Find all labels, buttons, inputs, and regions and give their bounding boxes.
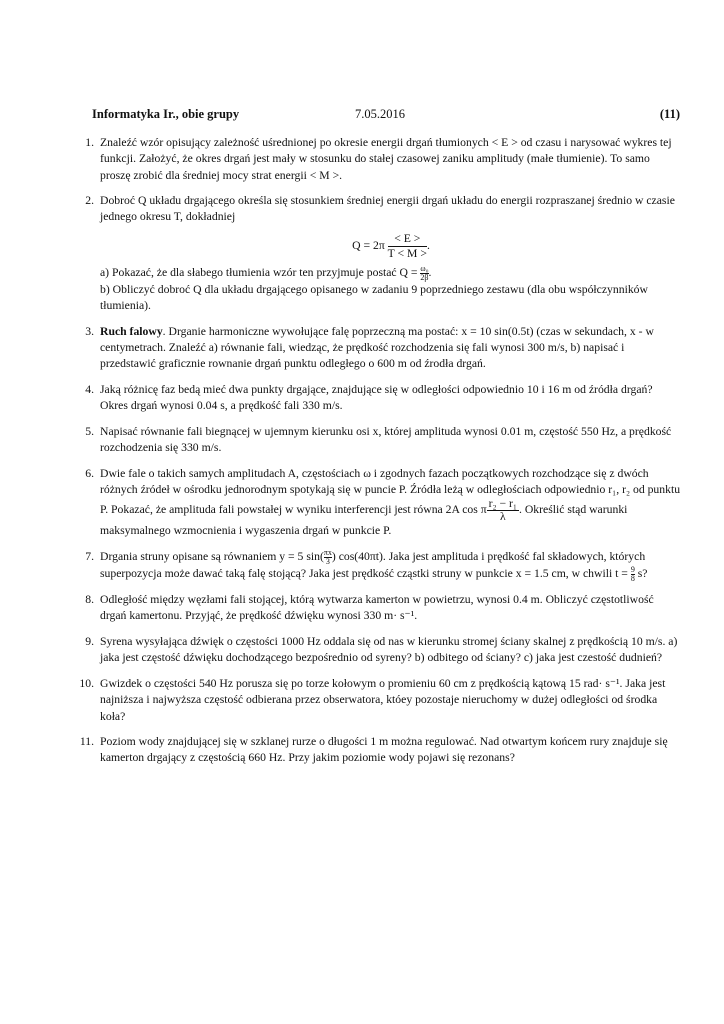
problem-number: 2. — [85, 194, 94, 208]
problem-6 — [70, 466, 682, 540]
problem-11 — [70, 734, 682, 767]
pix-over-3-fraction — [324, 549, 332, 566]
problem-text-mid: ) cos(40πt). Jaka jest amplituda i prędkość fal składowych, których superpozycja może dawać taką falę stojącą? Jaka jest prędkość cząstki struny w punkcie x = 1.5 cm, w chwili t = — [100, 549, 646, 580]
frac-numerator: πx — [323, 547, 332, 557]
frac-numerator: r₂ − r₁ — [488, 497, 517, 511]
problem-1 — [70, 135, 682, 184]
sheet-number: (11) — [659, 107, 680, 121]
quality-factor-formula — [100, 232, 682, 262]
frac-denominator: 2β — [420, 272, 429, 282]
frac-denominator: λ — [499, 510, 506, 524]
problem-list — [70, 135, 682, 776]
part-a-end: . — [428, 265, 432, 279]
problem-text: Drgania struny opisane są równaniem y = 5 sin( — [100, 549, 324, 563]
problem-text-end: . Określić stąd warunki maksymalnego wzmocnienia i wygaszenia drgań w punkcie P. — [100, 503, 628, 538]
problem-text: Syrena wysyłająca dźwięk o częstości 1000 Hz oddala się od nas w kierunku stromej ściany skalnej z prędkością 10 m/s. a) jaka jest częstość dźwięku dochodzącego bezpośrednio od syreny? b) odbitego od ściany? c) jaka jest czestość dudnień? — [100, 635, 678, 665]
frac-numerator: 9 — [630, 564, 635, 574]
section-heading: Ruch falowy — [100, 324, 163, 338]
part-a-text: a) Pokazać, że dla słabego tłumienia wzór ten przyjmuje postać Q = — [100, 265, 421, 279]
header — [92, 107, 680, 125]
problem-text: Znaleźć wzór opisujący zależność uśrednionej po okresie energii drgań tłumionych < E > od czasu i narysować wykres tej funkcji. Założyć, że okres drgań jest mały w stosunku do stałej czasowej zaniku amplitudy (małe tłumienie). To samo proszę zrobić dla średniej mocy strat energii < M >. — [100, 136, 672, 182]
problem-number: 9. — [85, 635, 94, 649]
problem-number: 11. — [79, 735, 94, 749]
problem-number: 7. — [85, 549, 94, 563]
formula-numerator: < E > — [388, 232, 427, 247]
problem-9 — [70, 634, 682, 667]
course-title: Informatyka Ir., obie grupy — [92, 107, 240, 121]
problem-10 — [70, 676, 682, 725]
problem-text: Napisać równanie fali biegnącej w ujemnym kierunku osi x, której amplituda wynosi 0.01 m, częstość 550 Hz, a prędkość rozchodzenia się 330 m/s. — [100, 424, 672, 455]
formula-denominator: T < M > — [387, 246, 427, 260]
problem-4 — [70, 382, 682, 415]
formula-lhs: Q = 2π — [352, 238, 385, 252]
problem-number: 8. — [85, 593, 94, 607]
problem-text: Gwizdek o częstości 540 Hz porusza się po torze kołowym o promieniu 60 cm z prędkością kątową 15 rad· s⁻¹. Jaka jest najniższa i najwyższa częstość odbierana przez obserwatora, któey pozostaje nieruchomy w dużej odległości od środka koła? — [100, 676, 666, 723]
formula-end: . — [426, 238, 430, 252]
frac-denominator: 3 — [325, 556, 330, 566]
part-b: b) Obliczyć dobroć Q dla układu drgającego opisanego w zadaniu 9 poprzedniego zestawu (dla obu współczynników tłumienia). — [100, 282, 648, 313]
problem-text: . Drganie harmoniczne wywołujące falę poprzeczną ma postać: x = 10 sin(0.5t) (czas w sekundach, x - w centymetrach. Znaleźć a) równanie fali, wiedząc, że prędkość rozchodzenia się fali wynosi 300 m/s, b) napisać i przedstawić graficznie rownanie drgań punktu odległego o 600 m od źrodła drgań. — [100, 324, 654, 371]
problem-number: 10. — [79, 676, 94, 690]
problem-intro: Dobroć Q układu drgającego określa się stosunkiem średniej energii drgań układu do energii rozpraszanej średnio w czasie jednego okresu T, dokładniej — [100, 194, 675, 224]
omega-over-beta-fraction — [420, 265, 428, 282]
problem-number: 5. — [85, 424, 94, 438]
frac-numerator: ω₀ — [420, 263, 429, 273]
formula-fraction — [388, 232, 427, 261]
problem-number: 6. — [85, 466, 94, 480]
problem-text-end: s? — [634, 566, 648, 580]
problem-8 — [70, 592, 682, 625]
part-a — [100, 265, 682, 282]
interference-fraction — [487, 498, 519, 523]
problem-3 — [70, 324, 682, 373]
problem-text: Poziom wody znajdującej się w szklanej rurze o długości 1 m można regulować. Nad otwartym końcem rury znajduje się kamerton drgający z częstością 660 Hz. Przy jakim poziomie wody pojawi się rezonans? — [100, 735, 668, 765]
problem-number: 3. — [85, 324, 94, 338]
problem-number: 4. — [85, 382, 94, 396]
problem-7 — [70, 549, 682, 583]
problem-text: Jaką różnicę faz bedą mieć dwa punkty drgające, znajdujące się w odległości odpowiednio 10 i 16 m od źródła drgań? Okres drgań wynosi 0.04 s, a prędkość fali 330 m/s. — [100, 382, 653, 413]
problem-2 — [70, 193, 682, 314]
frac-denominator: 8 — [630, 573, 635, 583]
problem-5 — [70, 424, 682, 457]
problem-text: Dwie fale o takich samych amplitudach A, częstościach ω i zgodnych fazach początkowych rozchodzące się z dwóch różnych źródeł w ośrodku jednorodnym spotykają się w puncie P. Źródła leżą w odległościach odpowiednio r₁, r₂ od punktu P. Pokazać, że amplituda fali powstałej w wyniku interferencji jest równa 2A cos π — [100, 466, 681, 517]
date: 7.05.2016 — [355, 107, 405, 121]
problem-number: 1. — [85, 136, 94, 149]
problem-text: Odległość między węzłami fali stojącej, którą wytwarza kamerton w powietrzu, wynosi 0.4 m. Obliczyć częstotliwość drgań kamertonu. Przyjąć, że prędkość dźwięku wynosi 330 m· s⁻¹. — [100, 593, 654, 623]
